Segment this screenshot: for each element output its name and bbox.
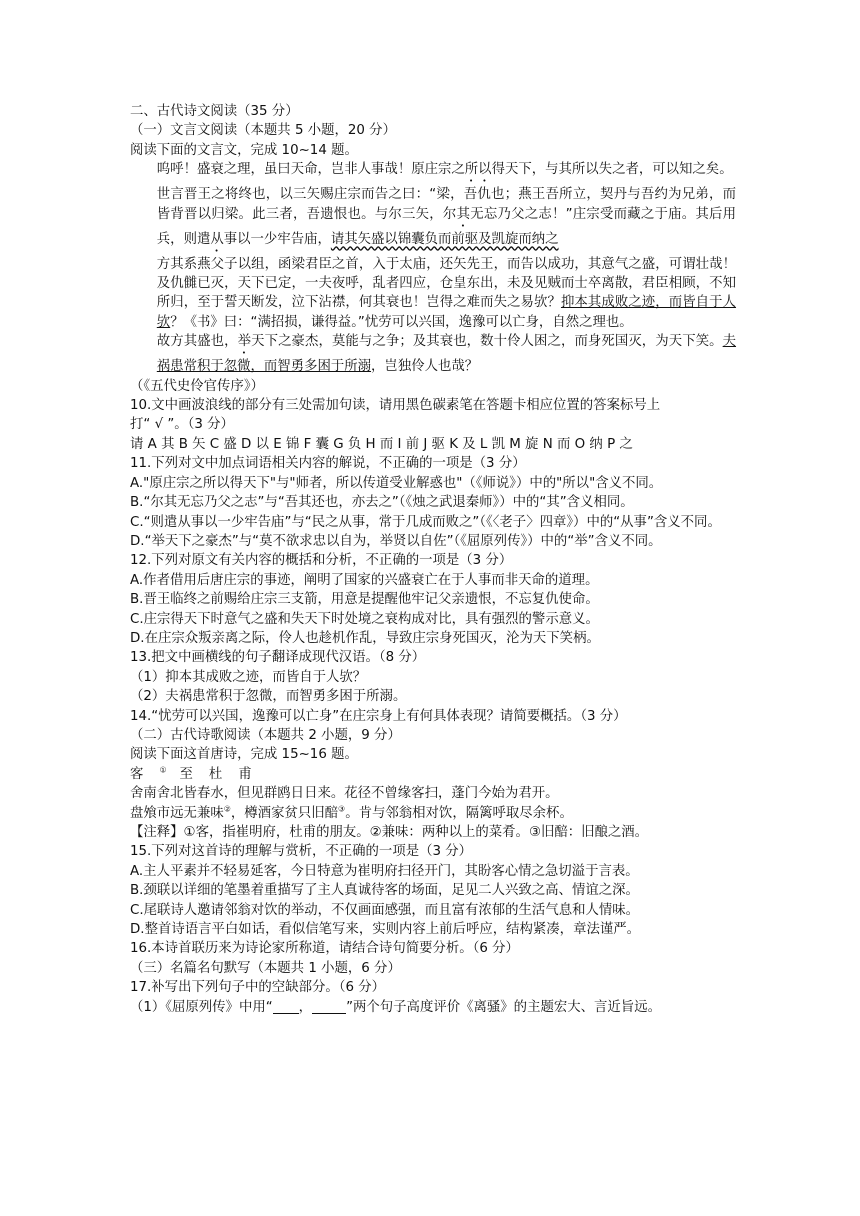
question-11: 11.下列对文中加点词语相关内容的解说，不正确的一项是（3 分） [130,456,526,472]
question-17: 17.补写出下列句子中的空缺部分。（6 分） [130,980,386,996]
question-12-option-a: A.作者借用后唐庄宗的事迹，阐明了国家的兴盛衰亡在于人事而非天命的道理。 [130,572,599,588]
answer-blank[interactable] [273,999,299,1014]
question-12-option-d: D.在庄宗众叛亲离之际，伶人也趁机作乱，导致庄宗身死国灭，沦为天下笑柄。 [130,630,600,646]
question-11-option-c: C.“则遣从事以一少牢告庙”与“民之从事，常于几成而败之”（《〈老子〉四章》）中的“从事”含义不同。 [130,514,721,530]
question-11-option-b: B.“尔其无忘乃父之志”与“吾其还也，亦去之”（《烛之武退秦师》）中的“其”含义相同。 [130,495,634,511]
underlined-sentence: 抑本其成败之迹，而皆自于人欤 [156,295,737,330]
part2-instruction: 阅读下面这首唐诗，完成 15~16 题。 [130,747,358,763]
part1-instruction: 阅读下面的文言文，完成 10~14 题。 [130,142,358,158]
underlined-sentence: 夫祸患常积于忽微，而智勇多困于所溺 [156,334,737,375]
part3-heading: （三）名篇名句默写（本题共 1 小题，6 分） [130,960,401,976]
answer-blank[interactable] [312,999,346,1014]
dotted-word: 所以 [464,162,492,178]
question-15-option-c: C.尾联诗人邀请邻翁对饮的举动，不仅画面感强，而且富有浓郁的生活气息和人情味。 [130,902,640,918]
question-12: 12.下列对原文有关内容的概括和分析，不正确的一项是（3 分） [130,553,513,569]
question-15-option-a: A.主人平素并不轻易延客，今日特意为崔明府扫径开门，其盼客心情之急切溢于言表。 [130,863,639,879]
poem-line-2: 盘飧市远无兼味②，樽酒家贫只旧醅③。肯与邻翁相对饮，隔篱呼取尽余杯。 [130,804,573,821]
poem-notes: 【注释】①客，指崔明府，杜甫的朋友。②兼味：两种以上的菜肴。③旧醅：旧酿之酒。 [130,825,649,840]
passage-paragraph-1: 呜呼！盛衰之理，虽曰天命，岂非人事哉！原庄宗之所以得天下，与其所以失之者，可以知之矣。 [156,162,733,178]
question-11-option-a: A."原庄宗之所以得天下"与"师者，所以传道受业解惑也"（《师说》）中的"所以"含义不同。 [130,475,663,491]
dotted-word: 其 [456,206,471,222]
passage-paragraph-2: 世言晋王之将终也，以三矢赐庄宗而告之曰：“梁，吾仇也；燕王吾所立，契丹与吾约为兄弟，而皆背晋以归梁。此三者，吾遗恨也。与尔三矢，尔其无忘乃父之志！”庄宗受而藏之于庙。其后用兵，则遣从事以一少牢告庙，请其矢盛以锦囊负而前驱及凯旋而纳之 [156,187,737,247]
question-12-option-c: C.庄宗得天下时意气之盛和失天下时处境之衰构成对比，具有强烈的警示意义。 [130,611,599,627]
passage-source: （《五代史伶官传序》） [130,378,264,394]
dotted-word: 举 [237,334,252,350]
question-13-item-1: （1）抑本其成败之迹，而皆自于人欤？ [130,669,367,685]
question-12-option-b: B.晋王临终之前赐给庄宗三支箭，用意是提醒他牢记父亲遗恨，不忘复仇使命。 [130,592,599,608]
question-11-option-d: D.“举天下之豪杰”与“莫不欲求忠以自为，举贤以自佐”（《屈原列传》）中的“举”含义不同。 [130,533,662,549]
poem-line-1: 舍南舍北皆春水，但见群鸥日日来。花径不曾缘客扫，蓬门今始为君开。 [130,786,559,802]
question-13-item-2: （2）夫祸患常积于忽微，而智勇多困于所溺。 [130,689,407,705]
question-10: 10.文中画波浪线的部分有三处需加句读，请用黑色碳素笔在答题卡相应位置的答案标号上 [130,398,661,414]
question-15-option-d: D.整首诗语言平白如话，看似信笔写来，实则内容上前后呼应，结构紧凑，章法谨严。 [130,922,641,938]
section-title: 二、古代诗文阅读（35 分） [130,104,299,119]
part2-heading: （二）古代诗歌阅读（本题共 2 小题，9 分） [130,727,401,743]
part1-heading: （一）文言文阅读（本题共 5 小题，20 分） [130,123,396,139]
passage-paragraph-3: 方其系燕父子以组，函梁君臣之首，入于太庙，还矢先王，而告以成功，其意气之盛，可谓壮哉！及仇雠已灭，天下已定，一夫夜呼，乱者四应，仓皇东出，未及见贼而士卒离散，君臣相顾，不知所归，至于誓天断发，泣下沾襟，何其衰也！岂得之难而失之易欤？抑本其成败之迹，而皆自于人欤？《书》曰：“满招损，谦得益。”忧劳可以兴国，逸豫可以亡身，自然之理也。 [156,256,737,330]
passage-paragraph-4: 故方其盛也，举天下之豪杰，莫能与之争；及其衰也，数十伶人困之，而身死国灭，为天下笑。夫祸患常积于忽微，而智勇多困于所溺，岂独伶人也哉？ [156,334,737,375]
question-17-item-1: （1）《屈原列传》中用“ ， ”两个句子高度评价《离骚》的主题宏大、言近旨远。 [130,999,661,1015]
question-15-option-b: B.颈联以详细的笔墨着重描写了主人真诚待客的场面，足见二人兴致之高、情谊之深。 [130,883,639,899]
wavy-underlined-text: 请其矢盛以锦囊负而前驱及凯旋而纳之 [330,231,559,247]
dotted-word: 从 [210,231,224,247]
question-13: 13.把文中画横线的句子翻译成现代汉语。（8 分） [130,650,426,666]
exam-page [130,102,736,1017]
question-14: 14.“忧劳可以兴国，逸豫可以亡身”在庄宗身上有何具体表现？请简要概括。（3 分） [130,708,627,724]
question-10-options: 请 A 其 B 矢 C 盛 D 以 E 锦 F 囊 G 负 H 而 I 前 J 驱 K 及 L 凯 M 旋 N 而 O 纳 P 之 [130,436,633,452]
question-16: 16.本诗首联历来为诗论家所称道，请结合诗句简要分析。（6 分） [130,941,519,957]
poem-title: 客① 至杜甫 [130,765,268,782]
question-10-cont: 打“ √ ”。（3 分） [130,417,234,433]
poem-author: 杜甫 [208,766,268,782]
question-15: 15.下列对这首诗的理解与赏析，不正确的一项是（3 分） [130,844,473,860]
